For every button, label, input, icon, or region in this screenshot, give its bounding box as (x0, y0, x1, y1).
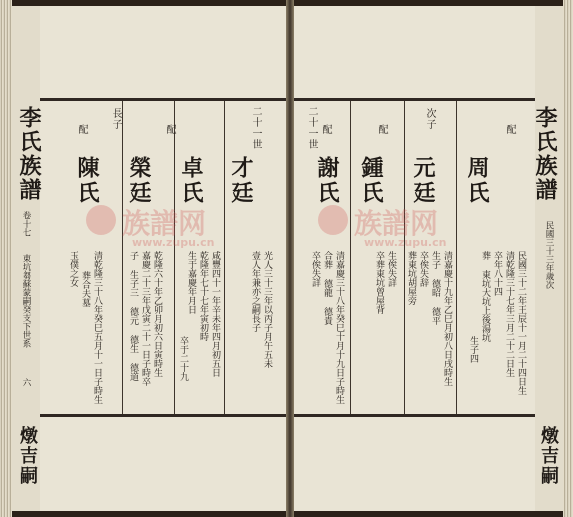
record-line: 葬合夫墓 (80, 271, 90, 307)
left-page (12, 6, 286, 511)
record-line: 清乾隆三十七年三月二十二日生 (504, 251, 514, 377)
record-line: 玉僕之女 (68, 251, 78, 287)
col-divider (404, 101, 405, 414)
col-divider (456, 101, 457, 414)
watermark-text: 族譜网 (122, 207, 207, 240)
person-name: 陳氏 (74, 156, 100, 206)
col-divider (174, 101, 175, 414)
watermark-text: 族譜网 (354, 207, 439, 240)
record-line: 生俟失詳 (386, 251, 396, 287)
role-label: 配 (504, 124, 515, 135)
record-line: 卒俟失辞 (418, 251, 428, 287)
record-line: 卒年八十四 (492, 251, 502, 296)
left-bottom-rule (12, 414, 286, 417)
record-line: 生于嘉慶年月日 (186, 251, 196, 314)
role-label: 長子 (110, 108, 121, 130)
generation-label: 二十一世 (306, 106, 317, 150)
record-line: 合葬 德龍 德貴 (322, 251, 332, 325)
role-label: 配 (164, 124, 175, 135)
record-line: 生子四 (468, 336, 478, 363)
role-label: 配 (76, 124, 87, 135)
record-line: 壹人年兼亦之嗣長子 (250, 251, 260, 332)
right-margin-title: 李氏族譜 (532, 106, 558, 202)
record-line: 民國三十二年王辰十一月二十四日生 (516, 251, 526, 395)
record-line: 嘉慶二十三年戊寅二十一日子時卒 (140, 251, 150, 386)
watermark-url: www.zupu.cn (364, 236, 447, 249)
left-top-rule (12, 98, 286, 101)
col-divider (122, 101, 123, 414)
generation-label: 二十一世 (250, 106, 261, 150)
record-line: 乾隆六十年乙卯月初六日寅時生 (152, 251, 162, 377)
record-line: 卒俟失詳 (310, 251, 320, 287)
record-line: 子 生子三 德元 德生 德道 (128, 251, 138, 381)
left-page-number: 六 (21, 378, 31, 387)
person-name: 周氏 (464, 156, 490, 206)
record-line: 卒于二十九 (178, 336, 188, 381)
record-line: 咸豐四十一年辛未年四月初五日 (210, 251, 220, 377)
col-divider (350, 101, 351, 414)
record-line: 葬東坑胡屋旁 (406, 251, 416, 305)
watermark-logo-icon (86, 205, 116, 235)
right-date-line: 民國三十三年歲次 (544, 221, 554, 289)
person-name: 榮廷 (126, 156, 152, 206)
record-line: 卒葬東坑曾屋背 (374, 251, 384, 314)
person-name: 元廷 (410, 156, 436, 206)
person-name: 謝氏 (314, 156, 340, 206)
left-volume-line: 卷十七 (21, 211, 31, 237)
record-line: 清嘉慶十九年乙巳月初八日戌時生 (442, 251, 452, 386)
left-hall-name: 燉吉嗣 (17, 426, 38, 486)
right-bottom-rule (294, 414, 563, 417)
left-margin-title: 李氏族譜 (16, 106, 42, 202)
book-gutter (286, 0, 294, 517)
person-name: 鍾氏 (358, 156, 384, 206)
right-hall-name: 燉吉嗣 (538, 426, 559, 486)
role-label: 配 (320, 124, 331, 135)
record-line: 生子 德昭 德平 (430, 251, 440, 325)
person-name: 才廷 (228, 156, 254, 206)
right-top-rule (294, 98, 563, 101)
record-line: 葬 東坑大坑上後湯坑 (480, 251, 490, 342)
watermark-logo-icon (318, 205, 348, 235)
left-branch-line: 東坑芻蘇蒙嗣癸支下世系 (21, 254, 31, 348)
record-line: 清乾隆三十八年癸巳五月十一日子時生 (92, 251, 102, 404)
right-page (294, 6, 563, 511)
person-name: 卓氏 (178, 156, 204, 206)
watermark-url: www.zupu.cn (132, 236, 215, 249)
col-divider (224, 101, 225, 414)
page-edges-right (563, 0, 573, 517)
role-label: 次子 (424, 108, 435, 130)
record-line: 光人三十三年以丙子月午五未 (262, 251, 272, 368)
record-line: 清嘉慶三十八年癸巳十月十九日子時生 (334, 251, 344, 404)
page-edges-left (0, 0, 12, 517)
record-line: 乾隆年七十七年寅初時 (198, 251, 208, 341)
role-label: 配 (376, 124, 387, 135)
